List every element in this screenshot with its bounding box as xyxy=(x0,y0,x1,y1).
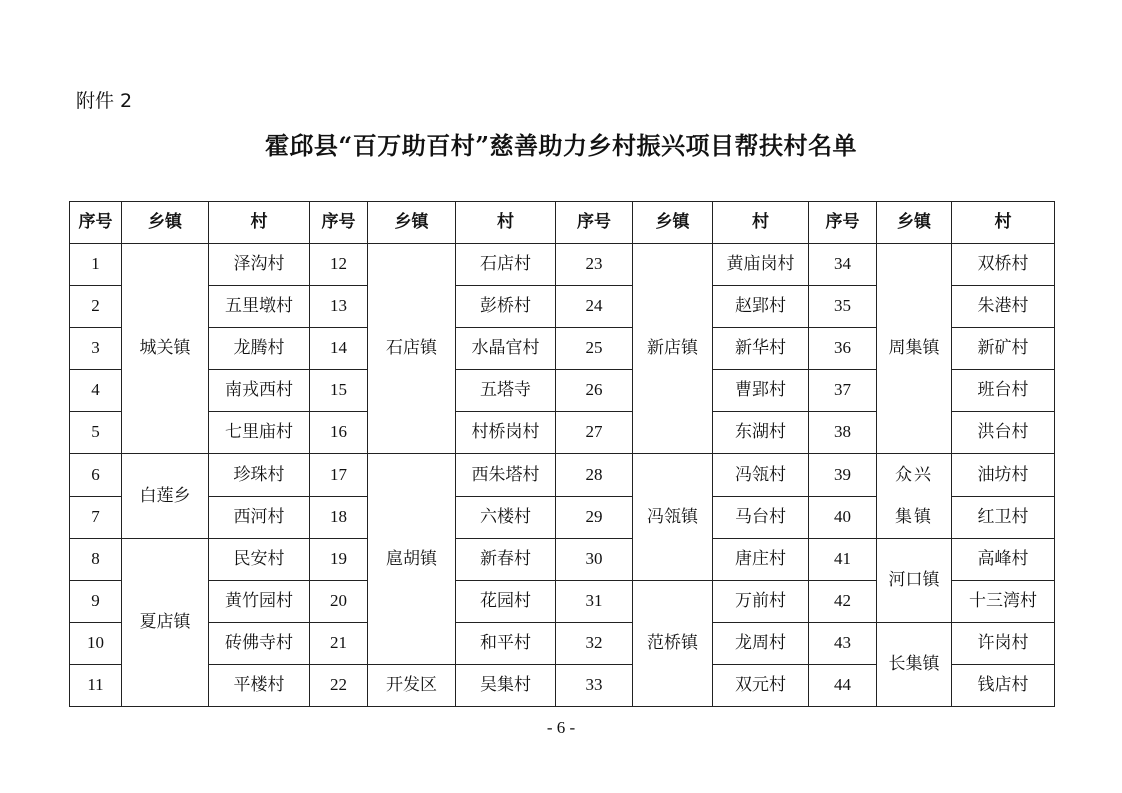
village-cell: 赵郢村 xyxy=(713,286,809,328)
seq-cell: 15 xyxy=(310,370,368,412)
seq-cell: 38 xyxy=(809,412,877,454)
page-number: - 6 - xyxy=(546,718,576,737)
village-cell: 南戎西村 xyxy=(209,370,310,412)
seq-cell: 44 xyxy=(809,665,877,707)
seq-cell: 3 xyxy=(70,328,122,370)
town-cell: 石店镇 xyxy=(368,244,456,454)
header-town: 乡镇 xyxy=(877,202,952,244)
village-cell: 七里庙村 xyxy=(209,412,310,454)
village-cell: 黄竹园村 xyxy=(209,581,310,623)
village-cell: 新春村 xyxy=(456,539,556,581)
seq-cell: 33 xyxy=(556,665,633,707)
table-row xyxy=(70,539,1055,581)
town-cell: 夏店镇 xyxy=(122,539,209,707)
village-cell: 许岗村 xyxy=(952,623,1055,665)
header-town: 乡镇 xyxy=(633,202,713,244)
village-cell: 曹郢村 xyxy=(713,370,809,412)
seq-cell: 24 xyxy=(556,286,633,328)
village-cell: 民安村 xyxy=(209,539,310,581)
village-cell: 钱店村 xyxy=(952,665,1055,707)
seq-cell: 1 xyxy=(70,244,122,286)
seq-cell: 40 xyxy=(809,496,877,539)
village-cell: 黄庙岗村 xyxy=(713,244,809,286)
village-cell: 龙腾村 xyxy=(209,328,310,370)
village-cell: 班台村 xyxy=(952,370,1055,412)
header-row xyxy=(70,202,1055,244)
attachment-label: 附件 2 xyxy=(76,90,133,112)
seq-cell: 13 xyxy=(310,286,368,328)
village-cell: 朱港村 xyxy=(952,286,1055,328)
village-cell: 彭桥村 xyxy=(456,286,556,328)
document-title: 霍邱县“百万助百村”慈善助力乡村振兴项目帮扶村名单 xyxy=(264,131,858,160)
village-cell: 水晶官村 xyxy=(456,328,556,370)
header-town: 乡镇 xyxy=(122,202,209,244)
seq-cell: 28 xyxy=(556,454,633,497)
village-cell: 龙周村 xyxy=(713,623,809,665)
village-cell: 西河村 xyxy=(209,496,310,539)
header-seq: 序号 xyxy=(310,202,368,244)
village-cell: 五里墩村 xyxy=(209,286,310,328)
village-cell: 双元村 xyxy=(713,665,809,707)
seq-cell: 43 xyxy=(809,623,877,665)
seq-cell: 36 xyxy=(809,328,877,370)
seq-cell: 42 xyxy=(809,581,877,623)
village-cell: 新矿村 xyxy=(952,328,1055,370)
header-village: 村 xyxy=(456,202,556,244)
seq-cell: 25 xyxy=(556,328,633,370)
village-cell: 双桥村 xyxy=(952,244,1055,286)
village-cell: 西朱塔村 xyxy=(456,454,556,497)
village-cell: 马台村 xyxy=(713,496,809,539)
seq-cell: 39 xyxy=(809,454,877,497)
seq-cell: 8 xyxy=(70,539,122,581)
seq-cell: 30 xyxy=(556,539,633,581)
header-seq: 序号 xyxy=(809,202,877,244)
village-cell: 平楼村 xyxy=(209,665,310,707)
seq-cell: 10 xyxy=(70,623,122,665)
table-row xyxy=(70,244,1055,286)
seq-cell: 4 xyxy=(70,370,122,412)
village-cell: 石店村 xyxy=(456,244,556,286)
header-seq: 序号 xyxy=(70,202,122,244)
village-cell: 高峰村 xyxy=(952,539,1055,581)
village-cell: 唐庄村 xyxy=(713,539,809,581)
seq-cell: 7 xyxy=(70,496,122,539)
seq-cell: 17 xyxy=(310,454,368,497)
header-town: 乡镇 xyxy=(368,202,456,244)
seq-cell: 18 xyxy=(310,496,368,539)
seq-cell: 6 xyxy=(70,454,122,497)
table-row xyxy=(70,623,1055,665)
seq-cell: 31 xyxy=(556,581,633,623)
header-village: 村 xyxy=(209,202,310,244)
seq-cell: 32 xyxy=(556,623,633,665)
seq-cell: 23 xyxy=(556,244,633,286)
seq-cell: 19 xyxy=(310,539,368,581)
village-cell: 泽沟村 xyxy=(209,244,310,286)
town-cell: 白莲乡 xyxy=(122,454,209,539)
town-cell xyxy=(877,454,952,539)
seq-cell: 35 xyxy=(809,286,877,328)
town-cell: 新店镇 xyxy=(633,244,713,454)
town-cell: 扈胡镇 xyxy=(368,454,456,665)
seq-cell: 5 xyxy=(70,412,122,454)
seq-cell: 2 xyxy=(70,286,122,328)
seq-cell: 37 xyxy=(809,370,877,412)
village-cell: 五塔寺 xyxy=(456,370,556,412)
town-cell: 城关镇 xyxy=(122,244,209,454)
village-cell: 村桥岗村 xyxy=(456,412,556,454)
village-cell: 吴集村 xyxy=(456,665,556,707)
village-cell: 六楼村 xyxy=(456,496,556,539)
seq-cell: 16 xyxy=(310,412,368,454)
village-cell: 砖佛寺村 xyxy=(209,623,310,665)
seq-cell: 27 xyxy=(556,412,633,454)
town-cell: 冯瓴镇 xyxy=(633,454,713,581)
seq-cell: 20 xyxy=(310,581,368,623)
village-cell: 珍珠村 xyxy=(209,454,310,497)
village-cell: 洪台村 xyxy=(952,412,1055,454)
seq-cell: 34 xyxy=(809,244,877,286)
table-row xyxy=(70,454,1055,497)
village-table xyxy=(69,201,1055,707)
header-seq: 序号 xyxy=(556,202,633,244)
seq-cell: 21 xyxy=(310,623,368,665)
town-cell: 周集镇 xyxy=(877,244,952,454)
village-cell: 冯瓴村 xyxy=(713,454,809,497)
header-village: 村 xyxy=(713,202,809,244)
seq-cell: 22 xyxy=(310,665,368,707)
header-village: 村 xyxy=(952,202,1055,244)
village-cell: 新华村 xyxy=(713,328,809,370)
seq-cell: 41 xyxy=(809,539,877,581)
town-name: 众兴集镇 xyxy=(895,465,933,527)
seq-cell: 9 xyxy=(70,581,122,623)
village-cell: 东湖村 xyxy=(713,412,809,454)
town-cell: 长集镇 xyxy=(877,623,952,707)
seq-cell: 11 xyxy=(70,665,122,707)
village-cell: 红卫村 xyxy=(952,496,1055,539)
village-cell: 十三湾村 xyxy=(952,581,1055,623)
seq-cell: 26 xyxy=(556,370,633,412)
seq-cell: 14 xyxy=(310,328,368,370)
village-cell: 万前村 xyxy=(713,581,809,623)
town-cell: 开发区 xyxy=(368,665,456,707)
village-cell: 花园村 xyxy=(456,581,556,623)
town-cell: 河口镇 xyxy=(877,539,952,623)
seq-cell: 12 xyxy=(310,244,368,286)
village-cell: 油坊村 xyxy=(952,454,1055,497)
seq-cell: 29 xyxy=(556,496,633,539)
village-cell: 和平村 xyxy=(456,623,556,665)
town-cell: 范桥镇 xyxy=(633,581,713,707)
